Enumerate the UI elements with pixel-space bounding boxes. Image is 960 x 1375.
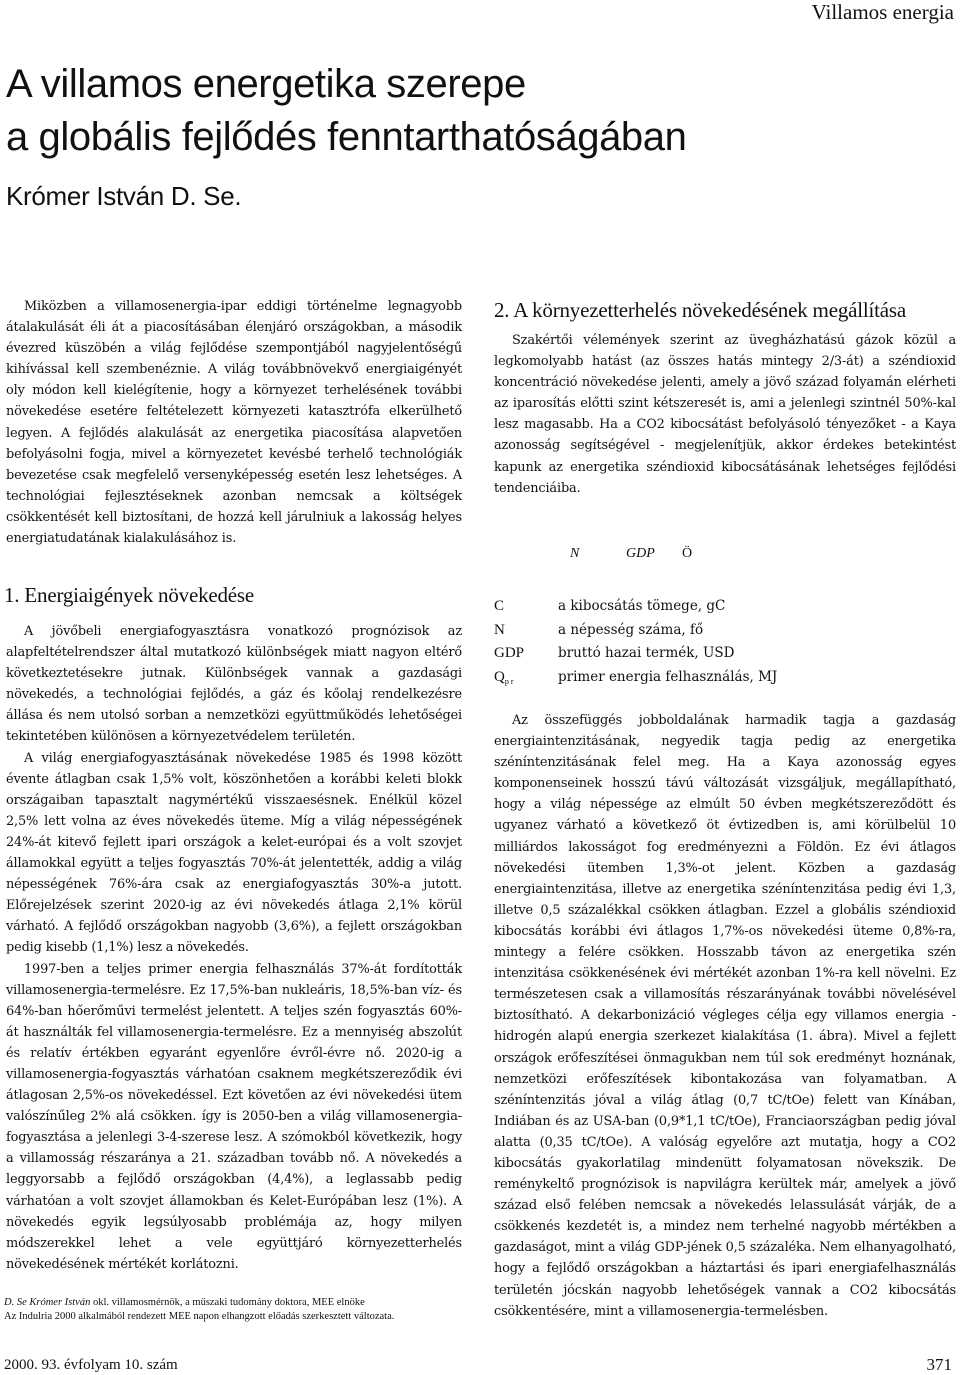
abstract	[6, 296, 462, 549]
footnote-author: D. Se Krómer István	[4, 1297, 91, 1308]
variable-symbol	[494, 666, 558, 690]
section-1-heading: 1. Energiaigények növekedése	[4, 583, 254, 607]
section-1-paragraph: A jövőbeli energiafogyasztásra vonatkozó prognózisok az alapfeltételrendszer által mutatkozó különbségek miatt nagyon eltérő következtetésekre jutnak. Különbségek vannak a gazdasági növekedés, a technológiai fejlődés, a gáz és kőolaj rendelkezésre állása és nem utolsó sorban a nemzetközi együttműködés lehetőségei tekintetében különösen a környezetvédelem területén.	[6, 624, 462, 745]
author-byline: Krómer István D. Se.	[6, 181, 242, 211]
variable-row	[494, 642, 777, 666]
kaya-formula	[570, 546, 692, 562]
section-2-paragraph: Szakértői vélemények szerint az üvegházhatású gázok közül a legkomolyabb hatást (az összes hatás mintegy 2/3-át) a széndioxid koncentráció növekedése jelenti, amely a jövő század folyamán elérheti az iparosítás előtti szint kétszeresét is, ami a jelenlegi szintnél 50%-kal lesz magasabb. Ha a CO2 kibocsátást befolyásoló tényezőket - a Kaya azonosság segítségével - megjelenítjük, akkor érdekes betekintést kapunk az energetika széndioxid kibocsátásának lehetséges fejlődési tendenciáiba.	[494, 333, 956, 496]
section-1-body	[6, 621, 462, 1275]
variable-row	[494, 666, 777, 690]
variable-legend	[494, 595, 777, 689]
variable-row	[494, 619, 777, 643]
footnote-line-1	[4, 1296, 484, 1310]
section-2-heading: 2. A környezetterhelés növekedésének megállítása	[494, 298, 906, 322]
variable-symbol: N	[494, 621, 505, 638]
section-2-intro	[494, 330, 956, 499]
footnote	[4, 1296, 484, 1324]
variable-description: primer energia felhasználás, MJ	[558, 668, 778, 685]
section-1-paragraph: 1997-ben a teljes primer energia felhasználás 37%-át fordították villamosenergia-termelésre. Ez 17,5%-ban nukleáris, 18,5%-ban víz- és 64%-ban hőerőművi termelést jelentett. A teljes szén fogyasztás 60%-át használták fel villamosenergia-termelésre. Ez a mennyiség abszolút és relatív értékben egyaránt egyenlőre évről-évre nő. 2020-ig a villamosenergia-fogyasztás várhatóan csaknem megkétszereződik évi átlagosan 2,5%-os növekedéssel. Ezt követően az évi növekedési ütem valószínűleg 2% alá csökken. így is 2050-ben a világ villamosenergia-fogyasztása a jelenlegi 3-4-szerese lesz. A szómokból következik, hogy a villamosság részaránya a 21. században tovább nő. A növekedés a leggyorsabb a fejlődő országokban (4,4%), a leglassabb pedig várhatóan a volt szovjet államokban és Kelet-Európában lesz (1%). A növekedés egyik legsúlyosabb problémája az, hogy milyen módszerekkel lehet a vele együttjáró környezetterhelés növekedésének mértékét korlátozni.	[6, 961, 462, 1272]
footnote-line-2: Az Indulria 2000 alkalmából rendezett MEE napon elhangzott előadás szerkesztett változata.	[4, 1311, 395, 1322]
variable-symbol-subscript: pr	[504, 676, 516, 686]
issue-info: 2000. 93. évfolyam 10. szám	[4, 1357, 178, 1373]
formula-term: N	[570, 546, 580, 561]
variable-description: bruttó hazai termék, USD	[558, 645, 735, 661]
section-1-paragraph: A világ energiafogyasztásának növekedése 1985 és 1998 között évente átlagban csak 1,5% volt, köszönhetően a korábbi keleti blokk országaiban tapasztalt nagymértékű visszaesésnek. Enélkül közel 2,5% lett volna az éves növekedés üteme. Míg a világ népességének 24%-át kitevő fejlett ipari országok a kelet-európai és a volt szovjet államokkal együtt a teljes fogyasztás 70%-át jelentették, addig a világ népességének 76%-ára csak az energiafogyasztás 30%-a jutott. Előrejelzések szerint 2020-ig az évi növekedés átlaga 2,1% körül várható. A fejlődő országokban nagyobb (3,6%), a fejlett országokban pedig kisebb (1,1%) lesz a növekedés.	[6, 750, 462, 956]
variable-description: a kibocsátás tömege, gC	[558, 598, 726, 614]
section-tag: Villamos energia	[811, 0, 954, 24]
variable-symbol: C	[494, 598, 505, 614]
section-2-body	[494, 710, 956, 1322]
abstract-text: Miközben a villamosenergia-ipar eddigi történelme legnagyobb átalakulását éli át a piacosításában élenjáró országokban, a második évezred küszöbén a világ fejlődése szempontjából nagyjelentőségű kihívással kell szembenéznie. A világ továbbnövekvő energiaigényét oly módon kell kielégítenie, hogy a környezet terhelésének további növekedése esetére feltételezett környezeti katasztrófa elkerülhető legyen. A fejlődés alakulását az energetika piacosítása alapvetően befolyásolni fogja, mivel a környezetet kevésbé terhelő technológiák bevezetése csak megfelelő versenyképesség esetén lesz lehetséges. A technológiai fejlesztéseknek azonban nemcsak a költségek csökkentését kell biztosítani, de hozzá kell járulniuk a lakosság helyes energiatudatának kialakulásához is.	[6, 299, 462, 547]
variable-row	[494, 595, 777, 619]
title-line-2: a globális fejlődés fenntarthatóságában	[6, 115, 687, 159]
article-title	[6, 58, 906, 164]
formula-term: Ö	[682, 546, 693, 561]
formula-term: GDP	[626, 546, 655, 561]
title-line-1: A villamos energetika szerepe	[6, 62, 526, 106]
variable-symbol: GDP	[494, 645, 525, 661]
section-2-paragraph: Az összefüggés jobboldalának harmadik tagja a gazdaság energiaintenzitásának, negyedik tagja pedig az energetika széníntenzitásának felel meg. Ha a Kaya azonosság egyes komponenseinek hosszú távú változását vizsgáljuk, megállapítható, hogy a világ népessége az elmúlt 50 évben megkétszereződött és ugyanez várható a következő öt évtizedben is, ami körülbelül 10 milliárdos lakosságot fog eredményezni a Földön. Ez évi átlagos növekedési ütemben 1,3%-ot jelent. Közben a gazdaság energiaintenzitása, illetve az energetika széníntenzitása pedig évi 1,3, illetve 0,5 százalékkal csökken átlagban. Ezzel a globális széndioxid kibocsátás korábbi évi átlagos 1,7%-os növekedési üteme 0,8%-ra, mintegy a felére csökken. Hosszabb távon az energetika szén intenzitása csökkenésének évi mértékét azonban 1%-ra kell növelni. Ez természetesen csak a villamosítás részarányának további növelésével biztosítható. A dekarbonizáció végleges célja egy villamos energia - hidrogén alapú energia szerkezet kialakítása (1. ábra). Mivel a fejlett országok erőfeszítései önmagukban nem túl sok eredményt hoznának, nemzetközi erőfeszítések kibontakozása van folyamatban. A széníntenzitás jóval a világ átlag (0,7 tC/tOe) felett van Kínában, Indiában és az USA-ban (0,9*1,1 tC/tOe), Franciaországban pedig jóval alatta (0,35 tC/tOe). A valóság egyelőre azt mutatja, hogy a CO2 kibocsátás gyakorlatilag mindenütt folyamatosan növekszik. De reménykeltő prognózisok is napvilágra kerültek már, amelyek a jövő század első felében nemcsak a növekedés lelassulását várják, de a csökkenés kezdetét is, a mindez nem terhelné nagyobb mértékben a gazdaságot, mint a világ GDP-jének 0,5 százaléka. Nem elhanyagolható, hogy a fejlődő országokban a háztartási és ipari energiafelhasználás területén jócskán nagyobb lehetőségek vannak a CO2 kibocsátás csökkentésére, mint a villamosenergia-termelésben.	[494, 713, 956, 1319]
footnote-credentials: okl. villamosmérnök, a műszaki tudomány doktora, MEE elnöke	[90, 1297, 365, 1308]
variable-description: a népesség száma, fő	[558, 621, 704, 638]
variable-symbol-base: Q	[494, 668, 505, 685]
page-number: 371	[926, 1355, 952, 1374]
